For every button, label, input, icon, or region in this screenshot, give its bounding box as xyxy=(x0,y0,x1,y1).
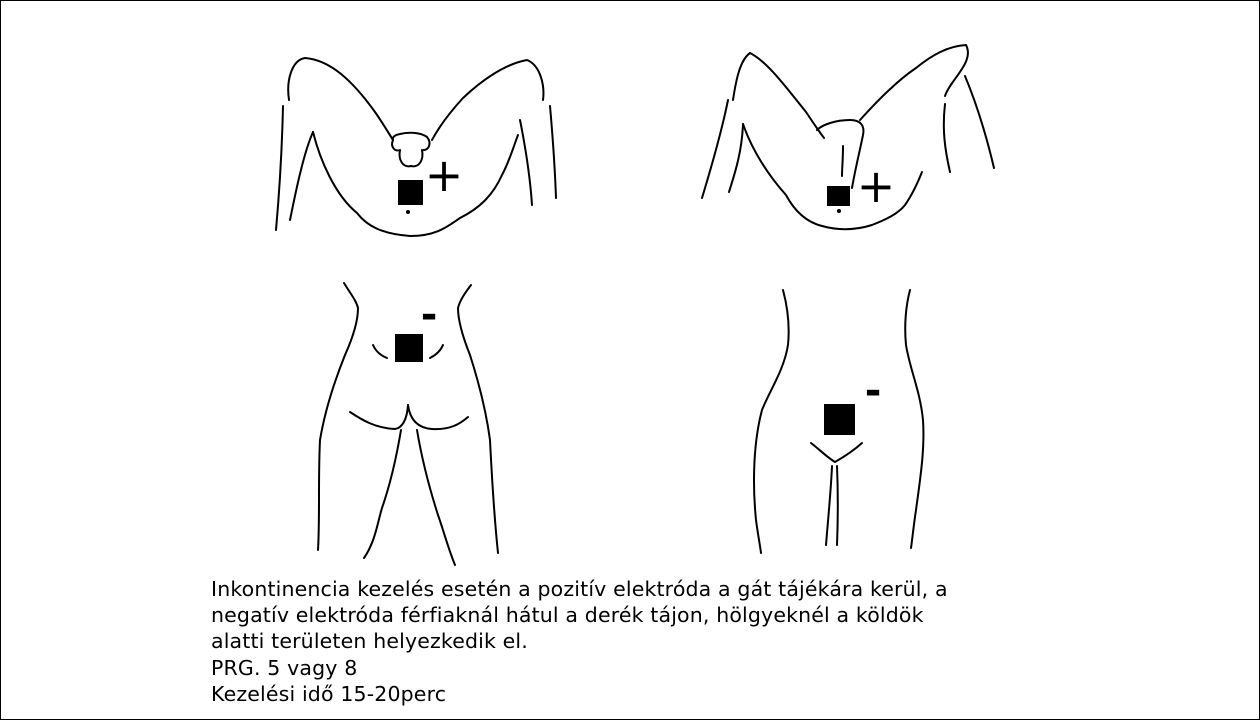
positive-electrode-female xyxy=(827,186,850,206)
caption-text xyxy=(211,576,1111,707)
male-back-figure xyxy=(318,283,498,565)
program-line: PRG. 5 vagy 8 xyxy=(211,655,358,680)
caption-line: Inkontinencia kezelés esetén a pozitív elektróda a gát tájékára kerül, a xyxy=(211,577,948,601)
caption-line: alatti területen helyezkedik el. xyxy=(211,629,528,654)
negative-electrode-female xyxy=(824,404,855,435)
female-perineum-figure xyxy=(702,45,994,229)
negative-sign-male: - xyxy=(420,292,438,338)
caption-line: negatív elektróda férfiaknál hátul a derék tájon, hölgyeknél a köldök xyxy=(211,603,924,628)
positive-electrode-male xyxy=(398,180,423,205)
female-front-figure xyxy=(754,290,923,553)
negative-sign-female: - xyxy=(864,368,882,414)
male-perineum-figure xyxy=(276,58,556,236)
positive-sign-male: + xyxy=(424,148,464,202)
negative-electrode-male xyxy=(395,334,423,362)
positive-sign-female: + xyxy=(856,159,896,213)
treatment-time-line: Kezelési idő 15-20perc xyxy=(211,681,447,706)
